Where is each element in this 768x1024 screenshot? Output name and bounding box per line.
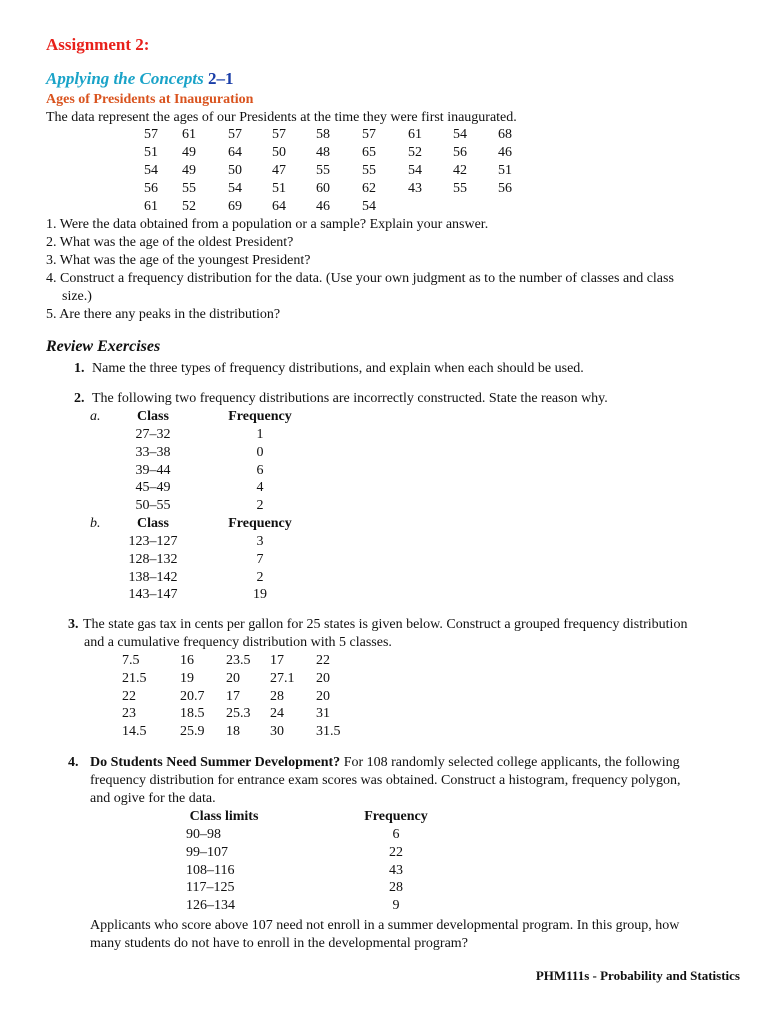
age-value: 54 — [408, 163, 422, 178]
age-value: 54 — [228, 181, 242, 196]
class-cell: 138–142 — [128, 569, 178, 585]
frequency-cell: 4 — [256, 480, 264, 496]
exam-frequency-cell: 9 — [392, 898, 400, 914]
gas-tax-value: 25.9 — [180, 724, 205, 740]
exercise-4-line-1-rest: For 108 randomly selected college applicants, the following — [340, 755, 680, 770]
question-line: size.) — [62, 289, 92, 304]
exercise-4-number: 4. — [68, 755, 79, 770]
age-value: 52 — [408, 145, 422, 160]
age-value: 62 — [362, 181, 376, 196]
class-limits-cell: 117–125 — [186, 880, 235, 896]
age-value: 57 — [362, 127, 376, 142]
age-value: 55 — [316, 163, 330, 178]
exercise-4-line-3: and ogive for the data. — [90, 791, 216, 806]
exercise-4-line-1 — [90, 754, 680, 772]
question-line: 1. Were the data obtained from a population or a sample? Explain your answer. — [46, 217, 489, 232]
age-value: 46 — [498, 145, 512, 160]
part-b-label: b. — [90, 516, 101, 531]
gas-tax-value: 20 — [316, 670, 330, 686]
exercise-3-line-1: The state gas tax in cents per gallon for 25 states is given below. Construct a grouped frequency distribution — [83, 617, 688, 632]
gas-tax-value: 7.5 — [122, 653, 140, 668]
gas-tax-value: 25.3 — [226, 706, 251, 722]
part-a-frequency-header: Frequency — [228, 409, 292, 424]
age-value: 50 — [272, 145, 286, 160]
class-limits-cell: 108–116 — [186, 862, 235, 878]
gas-tax-value: 22 — [122, 688, 136, 704]
exercise-3-line-2: and a cumulative frequency distribution with 5 classes. — [84, 635, 392, 650]
part-a-class-header: Class — [137, 409, 169, 424]
part-b-frequency-header: Frequency — [228, 516, 292, 531]
exercise-2-text: The following two frequency distributions are incorrectly constructed. State the reason why. — [92, 391, 608, 406]
gas-tax-value: 17 — [226, 688, 240, 704]
age-value: 69 — [228, 199, 242, 214]
gas-tax-value: 31 — [316, 706, 330, 722]
age-value: 46 — [316, 199, 330, 214]
age-value: 64 — [272, 199, 286, 214]
class-cell: 143–147 — [128, 587, 178, 603]
age-value: 60 — [316, 181, 330, 196]
exercise-1-number: 1. — [74, 361, 85, 376]
class-limits-cell: 126–134 — [186, 898, 235, 914]
age-value: 43 — [408, 181, 422, 196]
exercise-4-closing-1: Applicants who score above 107 need not enroll in a summer developmental program. In this group, how — [90, 918, 680, 933]
age-value: 54 — [453, 127, 467, 142]
age-value: 42 — [453, 163, 467, 178]
gas-tax-value: 30 — [270, 724, 284, 740]
section-title-text: Applying the Concepts — [46, 69, 204, 88]
part-b-class-header: Class — [137, 516, 169, 531]
age-value: 47 — [272, 163, 286, 178]
frequency-cell: 2 — [256, 498, 264, 514]
exam-frequency-cell: 43 — [389, 862, 403, 878]
age-value: 56 — [144, 181, 158, 196]
age-value: 54 — [362, 199, 376, 214]
exercise-2-number: 2. — [74, 391, 85, 406]
gas-tax-value: 18.5 — [180, 706, 205, 722]
gas-tax-value: 21.5 — [122, 670, 147, 686]
gas-tax-value: 24 — [270, 706, 284, 722]
age-value: 54 — [144, 163, 158, 178]
age-value: 52 — [182, 199, 196, 214]
gas-tax-value: 20 — [316, 688, 330, 704]
exercise-4-closing-2: many students do not have to enroll in the developmental program? — [90, 936, 468, 951]
gas-tax-value: 18 — [226, 724, 240, 740]
age-value: 51 — [272, 181, 286, 196]
age-value: 51 — [498, 163, 512, 178]
question-line: 4. Construct a frequency distribution for the data. (Use your own judgment as to the number of classes and class — [46, 271, 674, 286]
gas-tax-value: 28 — [270, 688, 284, 704]
age-value: 57 — [272, 127, 286, 142]
age-value: 58 — [316, 127, 330, 142]
section-number: 2–1 — [207, 69, 234, 88]
exercise-3-number: 3. — [68, 617, 79, 632]
class-cell: 45–49 — [135, 480, 171, 496]
gas-tax-value: 27.1 — [270, 670, 295, 686]
course-footer: PHM111s - Probability and Statistics — [535, 968, 740, 983]
frequency-cell: 3 — [256, 534, 264, 549]
age-value: 49 — [182, 145, 196, 160]
frequency-cell: 6 — [256, 462, 264, 478]
age-value: 61 — [144, 199, 158, 214]
question-line: 5. Are there any peaks in the distribution? — [46, 307, 281, 322]
gas-tax-value: 14.5 — [122, 724, 147, 740]
gas-tax-value: 19 — [180, 670, 194, 686]
age-value: 61 — [408, 127, 422, 142]
exam-frequency-cell: 28 — [389, 880, 403, 896]
age-value: 55 — [182, 181, 196, 196]
assignment-title: Assignment 2: — [46, 35, 150, 54]
gas-tax-value: 20.7 — [180, 688, 205, 704]
gas-tax-value: 16 — [180, 653, 194, 668]
age-value: 68 — [498, 127, 512, 142]
class-limits-cell: 99–107 — [186, 844, 228, 860]
frequency-cell: 0 — [256, 444, 264, 460]
gas-tax-value: 23.5 — [226, 653, 251, 668]
age-value: 56 — [498, 181, 512, 196]
ages-intro: The data represent the ages of our Presidents at the time they were first inaugurated. — [46, 110, 517, 125]
section-title — [46, 70, 233, 88]
class-cell: 123–127 — [128, 534, 178, 549]
exam-frequency-cell: 6 — [392, 827, 400, 842]
age-value: 55 — [362, 163, 376, 178]
class-cell: 128–132 — [128, 551, 178, 567]
frequency-cell: 1 — [256, 427, 264, 442]
age-value: 64 — [228, 145, 242, 160]
gas-tax-value: 22 — [316, 653, 330, 668]
question-line: 2. What was the age of the oldest President? — [46, 235, 294, 250]
age-value: 49 — [182, 163, 196, 178]
frequency-cell: 2 — [256, 569, 264, 585]
age-value: 57 — [144, 127, 158, 142]
age-value: 51 — [144, 145, 158, 160]
exercise-4-lead: Do Students Need Summer Development? — [90, 755, 341, 770]
age-value: 56 — [453, 145, 467, 160]
age-value: 50 — [228, 163, 242, 178]
exercise-1-text: Name the three types of frequency distributions, and explain when each should be used. — [92, 361, 584, 376]
age-value: 61 — [182, 127, 196, 142]
class-cell: 39–44 — [135, 462, 171, 478]
exam-frequency-header: Frequency — [364, 809, 428, 824]
age-value: 57 — [228, 127, 242, 142]
question-line: 3. What was the age of the youngest President? — [46, 253, 311, 268]
frequency-cell: 19 — [253, 587, 267, 603]
class-limits-cell: 90–98 — [186, 827, 221, 842]
class-limits-header: Class limits — [189, 809, 259, 824]
gas-tax-value: 20 — [226, 670, 240, 686]
class-cell: 50–55 — [135, 498, 171, 514]
age-value: 48 — [316, 145, 330, 160]
frequency-cell: 7 — [256, 551, 264, 567]
gas-tax-value: 31.5 — [316, 724, 341, 740]
ages-title: Ages of Presidents at Inauguration — [46, 92, 254, 107]
exercise-4-line-2: frequency distribution for entrance exam scores was obtained. Construct a histogram, frequency polygon, — [90, 773, 681, 788]
class-cell: 33–38 — [135, 444, 171, 460]
review-exercises-title: Review Exercises — [46, 338, 161, 355]
exam-frequency-cell: 22 — [389, 844, 403, 860]
gas-tax-value: 23 — [122, 706, 136, 722]
part-a-label: a. — [90, 409, 101, 424]
gas-tax-value: 17 — [270, 653, 284, 668]
age-value: 55 — [453, 181, 467, 196]
age-value: 65 — [362, 145, 376, 160]
class-cell: 27–32 — [135, 427, 171, 442]
